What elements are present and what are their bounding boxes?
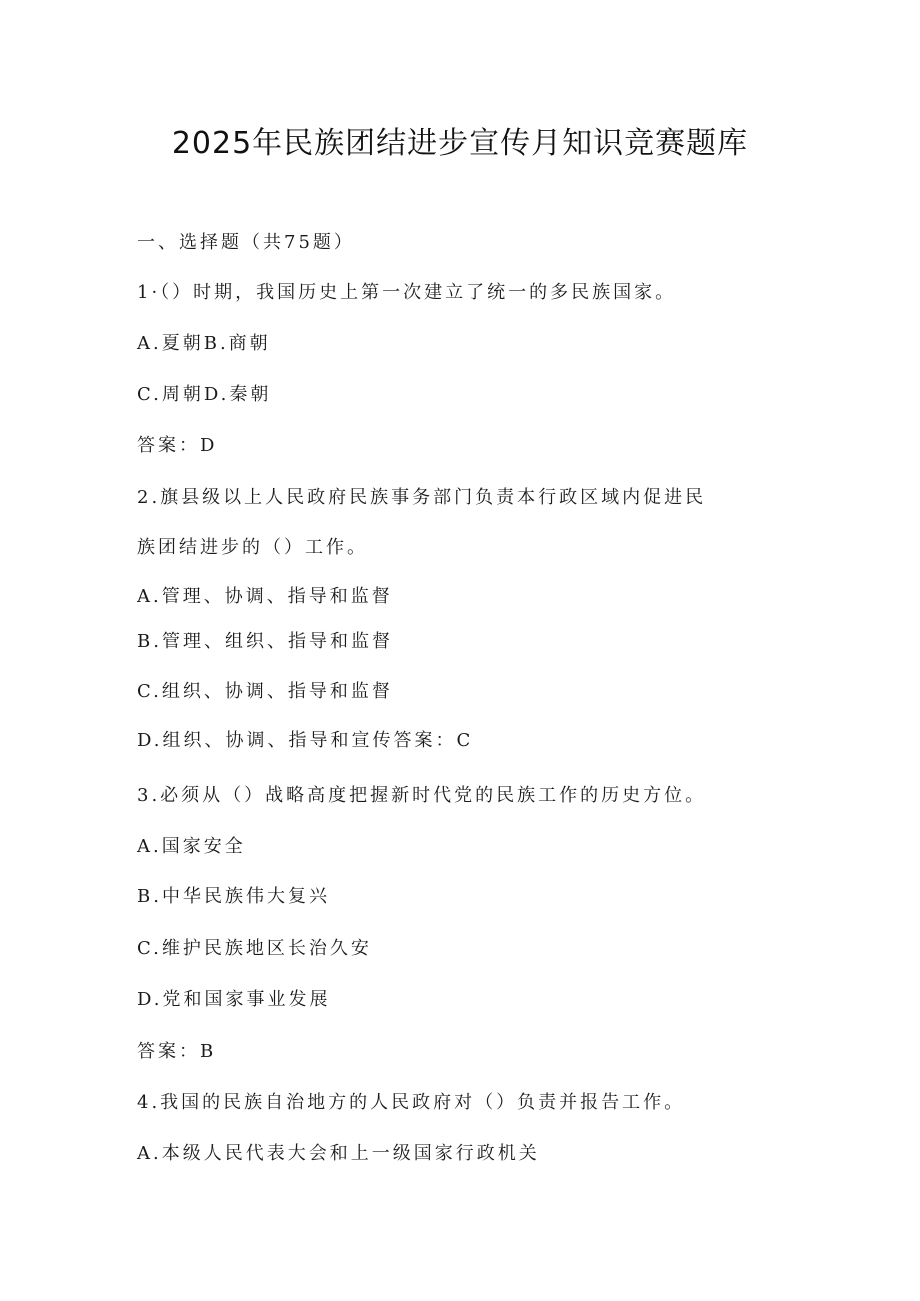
document-title: 2025年民族团结进步宣传月知识竞赛题库 (171, 126, 749, 161)
question-3-option-c: C.维护民族地区长治久安 (137, 938, 372, 959)
question-3-answer: 答案：B (137, 1041, 217, 1062)
question-4-stem: 4.我国的民族自治地方的人民政府对（）负责并报告工作。 (137, 1092, 686, 1113)
question-2-option-b: B.管理、组织、指导和监督 (137, 631, 393, 652)
question-2-stem-line-1: 2.旗县级以上人民政府民族事务部门负责本行政区域内促进民 (137, 487, 707, 508)
question-3-option-d: D.党和国家事业发展 (137, 989, 331, 1010)
question-1-answer: 答案：D (137, 435, 218, 456)
question-3-option-b: B.中华民族伟大复兴 (137, 886, 330, 907)
question-1-stem: 1·（）时期，我国历史上第一次建立了统一的多民族国家。 (137, 282, 677, 303)
question-4-option-a: A.本级人民代表大会和上一级国家行政机关 (137, 1143, 540, 1164)
section-heading: 一、选择题（共75题） (137, 232, 355, 253)
question-2-option-a: A.管理、协调、指导和监督 (137, 586, 393, 607)
question-2-option-c: C.组织、协调、指导和监督 (137, 681, 393, 702)
question-1-option-cd: C.周朝D.秦朝 (137, 384, 272, 405)
question-2-stem-line-2: 族团结进步的（）工作。 (137, 537, 368, 558)
question-3-option-a: A.国家安全 (137, 836, 246, 857)
question-2-option-d-answer: D.组织、协调、指导和宣传答案：C (137, 730, 474, 751)
question-3-stem: 3.必须从（）战略高度把握新时代党的民族工作的历史方位。 (137, 785, 707, 806)
question-1-option-ab: A.夏朝B.商朝 (137, 333, 271, 354)
